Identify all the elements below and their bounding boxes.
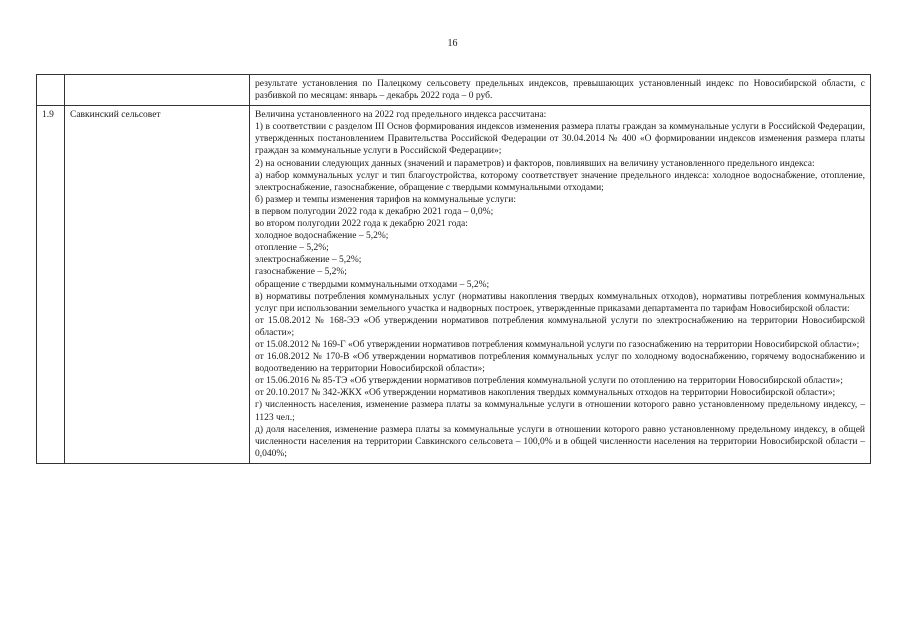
index-calculation-table	[36, 74, 871, 464]
paragraph: б) размер и темпы изменения тарифов на коммунальные услуги:	[255, 194, 516, 205]
row-number-cell: 1.9	[37, 106, 65, 464]
paragraph: от 15.08.2012 № 168-ЭЭ «Об утверждении нормативов потребления коммунальной услуги по электроснабжению на территории Новосибирской области»;	[255, 315, 865, 338]
paragraph: от 16.08.2012 № 170-В «Об утверждении нормативов потребления коммунальных услуг по холодному водоснабжению, горячему водоснабжению и водоотведению на территории Новосибирской области»;	[255, 352, 865, 375]
paragraph: холодное водоснабжение – 5,2%;	[255, 231, 389, 242]
paragraph: отопление – 5,2%;	[255, 243, 329, 254]
paragraph: д) доля населения, изменение размера платы за коммунальные услуги в отношении которого равно установленному предельному индексу, в общей численности населения на территории Савкинского сельсовета – 100,0% и в общей численности населения на территории Новосибирской области – 0,040%;	[255, 424, 865, 459]
paragraph: в первом полугодии 2022 года к декабрю 2021 года – 0,0%;	[255, 206, 494, 217]
paragraph: газоснабжение – 5,2%;	[255, 267, 347, 278]
table-row	[37, 106, 871, 464]
paragraph: 1) в соответствии с разделом III Основ формирования индексов изменения размера платы граждан за коммунальные услуги в Российской Федерации, утвержденных постановлением Правительства Российской Федерации от 30.04.2014 № 400 «О формировании индексов изменения размера платы граждан за коммунальные услуги в Российской Федерации»;	[255, 122, 865, 157]
paragraph: от 20.10.2017 № 342-ЖКХ «Об утверждении нормативов накопления твердых коммунальных отходов на территории Новосибирской области»;	[255, 388, 836, 399]
paragraph: результате установления по Палецкому сельсовету предельных индексов, превышающих установленный индекс по Новосибирской области, с разбивкой по месяцам: январь – декабрь 2022 года – 0 руб.	[255, 79, 865, 102]
paragraph: Величина установленного на 2022 год предельного индекса рассчитана:	[255, 110, 547, 121]
paragraph: а) набор коммунальных услуг и тип благоустройства, которому соответствует значение предельного индекса: холодное водоснабжение, отопление, электроснабжение, газоснабжение, обращение с твердыми коммунальными отходами;	[255, 170, 865, 193]
table-row	[37, 75, 871, 106]
paragraph: электроснабжение – 5,2%;	[255, 255, 362, 266]
paragraph: от 15.08.2012 № 169-Г «Об утверждении нормативов потребления коммунальной услуги по газоснабжению на территории Новосибирской области»;	[255, 339, 860, 350]
paragraph: 2) на основании следующих данных (значений и параметров) и факторов, повлиявших на величину установленного предельного индекса:	[255, 158, 815, 169]
page-number: 16	[447, 38, 458, 49]
paragraph: в) нормативы потребления коммунальных услуг (нормативы накопления твердых коммунальных отходов), нормативы потребления коммунальных услуг при использовании земельного участка и надворных построек, утвержденные приказами департамента по тарифам Новосибирской области:	[255, 291, 865, 314]
description-cell	[250, 75, 871, 106]
paragraph: г) численность населения, изменение размера платы за коммунальные услуги в отношении которого равно установленному предельному индексу, – 1123 чел.;	[255, 400, 865, 423]
paragraph: обращение с твердыми коммунальными отходами – 5,2%;	[255, 279, 490, 290]
municipality-name-cell	[65, 75, 250, 106]
description-cell	[250, 106, 871, 464]
paragraph: во втором полугодии 2022 года к декабрю 2021 года:	[255, 219, 468, 230]
paragraph: от 15.06.2016 № 85-ТЭ «Об утверждении нормативов потребления коммунальной услуги по отоплению на территории Новосибирской области»;	[255, 376, 843, 387]
row-number-cell	[37, 75, 65, 106]
municipality-name-cell: Савкинский сельсовет	[65, 106, 250, 464]
